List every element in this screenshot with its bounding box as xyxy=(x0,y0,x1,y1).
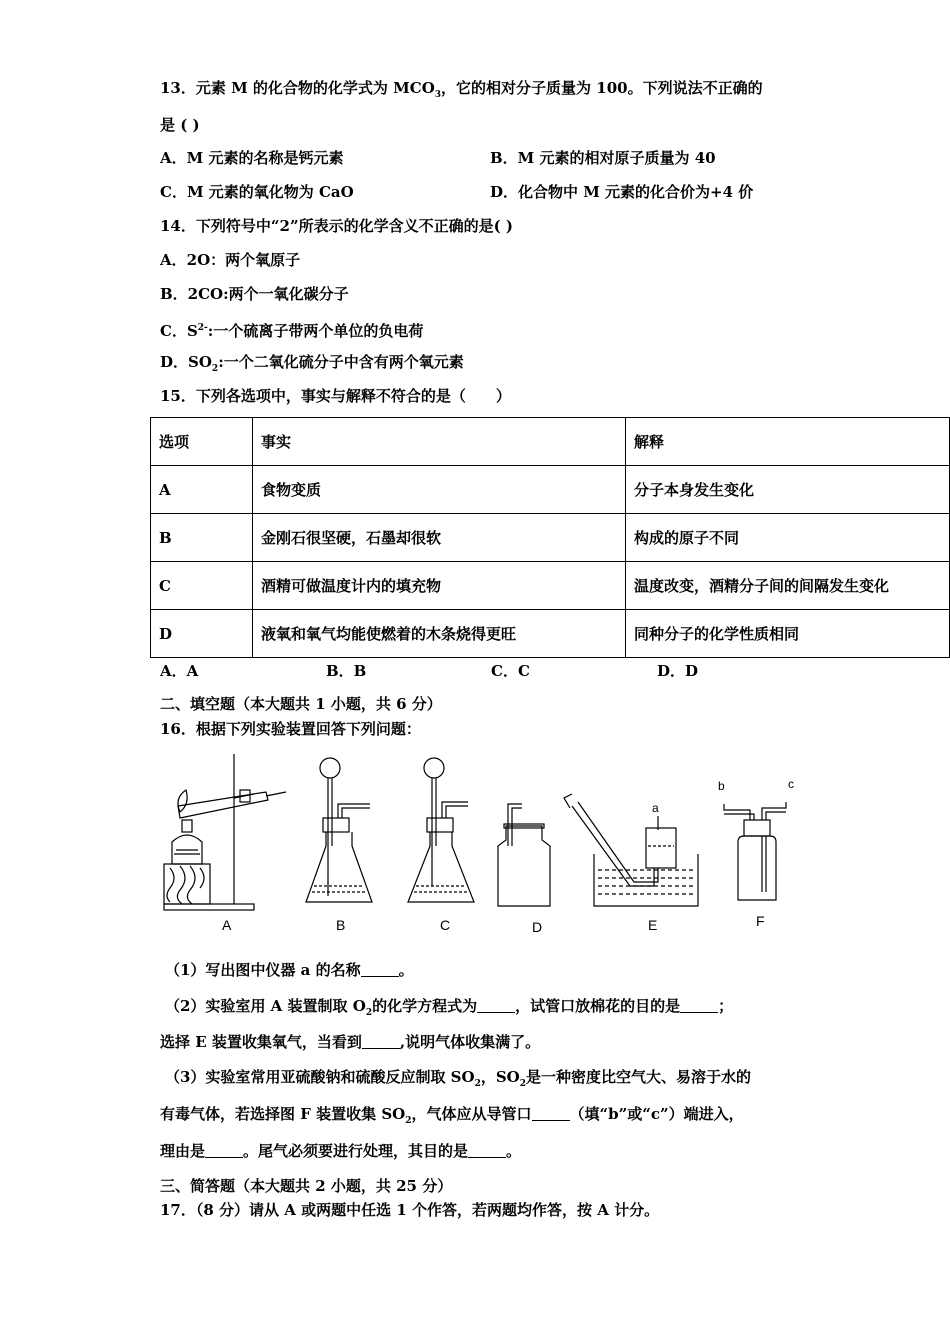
q16-part1: （1）写出图中仪器 a 的名称 。 xyxy=(165,961,414,979)
q15-answer-a: A．A xyxy=(160,662,199,680)
q16-stem: 16．根据下列实验装置回答下列问题： xyxy=(160,720,421,738)
q13-option-d: D．化合物中 M 元素的化合价为+4 价 xyxy=(490,183,754,201)
figure-label-f: F xyxy=(756,913,765,929)
answer-blank xyxy=(468,1143,506,1158)
table-header-cell: 选项 xyxy=(151,418,253,466)
section3-heading: 三、简答题（本大题共 2 小题，共 25 分） xyxy=(160,1177,453,1195)
table-cell: 构成的原子不同 xyxy=(626,514,950,562)
apparatus-e xyxy=(564,794,698,906)
q13-stem-line2: 是 ( ) xyxy=(160,116,200,134)
apparatus-c xyxy=(408,758,474,902)
q15-stem: 15．下列各选项中，事实与解释不符合的是（ ） xyxy=(160,387,511,405)
q16-part2-line2: 选择 E 装置收集氧气，当看到 ,说明气体收集满了。 xyxy=(160,1033,541,1051)
table-cell: 金刚石很坚硬，石墨却很软 xyxy=(253,514,626,562)
table-header-cell: 解释 xyxy=(626,418,950,466)
table-header-cell: 事实 xyxy=(253,418,626,466)
table-row xyxy=(151,610,950,658)
apparatus-b xyxy=(306,758,372,902)
table-cell: 分子本身发生变化 xyxy=(626,466,950,514)
q13-option-a: A．M 元素的名称是钙元素 xyxy=(160,149,344,167)
apparatus-a xyxy=(164,754,286,910)
answer-blank xyxy=(680,998,718,1013)
table-cell: 酒精可做温度计内的填充物 xyxy=(253,562,626,610)
table-cell: 液氧和氧气均能使燃着的木条烧得更旺 xyxy=(253,610,626,658)
table-cell: B xyxy=(151,514,253,562)
table-row xyxy=(151,514,950,562)
table-cell: 同种分子的化学性质相同 xyxy=(626,610,950,658)
q17-stem: 17．（8 分）请从 A 或两题中任选 1 个作答，若两题均作答，按 A 计分。 xyxy=(160,1201,660,1219)
q15-answer-b: B．B xyxy=(326,662,367,680)
q15-table xyxy=(150,417,950,658)
q14-option-d: D．$SO_2$:一个二氧化硫分子中含有两个氧元素 xyxy=(160,353,464,374)
answer-blank xyxy=(205,1143,243,1158)
q14-option-b: B．2CO:两个一氧化碳分子 xyxy=(160,285,349,303)
q15-answer-d: D．D xyxy=(657,662,699,680)
section2-heading: 二、填空题（本大题共 1 小题，共 6 分） xyxy=(160,695,442,713)
table-header-row xyxy=(151,418,950,466)
q14-option-a: A．2O：两个氧原子 xyxy=(160,251,301,269)
q13-option-c: C．M 元素的氧化物为 CaO xyxy=(160,183,354,201)
figure-label-c: C xyxy=(440,917,451,933)
q13-option-b: B．M 元素的相对原子质量为 40 xyxy=(490,149,716,167)
answer-blank xyxy=(362,1034,400,1049)
answer-blank xyxy=(361,962,399,977)
answer-blank xyxy=(532,1106,570,1121)
table-cell: C xyxy=(151,562,253,610)
apparatus-d xyxy=(498,804,550,906)
figure-label-d: D xyxy=(532,919,543,935)
q15-answer-c: C．C xyxy=(491,662,530,680)
tube-label-b: b xyxy=(718,779,725,793)
instrument-label-a: a xyxy=(652,801,659,815)
q16-part3: （3）实验室常用亚硫酸钠和硫酸反应制取 $SO_2$，$SO_2$是一种密度比空气大、易溶于水的 xyxy=(165,1068,752,1089)
q16-part3-line3: 理由是 。尾气必须要进行处理，其目的是 。 xyxy=(160,1142,522,1160)
table-cell: 食物变质 xyxy=(253,466,626,514)
answer-blank xyxy=(477,998,515,1013)
table-cell: D xyxy=(151,610,253,658)
apparatus-f xyxy=(724,802,786,900)
q16-part3-line2: 有毒气体，若选择图 F 装置收集 $SO_2$，气体应从导管口 （填“b”或“c”）端进入， xyxy=(160,1105,744,1126)
table-row xyxy=(151,562,950,610)
table-row xyxy=(151,466,950,514)
tube-label-c: c xyxy=(788,777,794,791)
figure-label-e: E xyxy=(648,917,658,933)
apparatus-figure xyxy=(158,746,808,936)
figure-label-b: B xyxy=(336,917,346,933)
table-cell: 温度改变，酒精分子间的间隔发生变化 xyxy=(626,562,950,610)
q14-option-c: C．$S^{2-}$:一个硫离子带两个单位的负电荷 xyxy=(160,322,424,340)
q14-stem: 14．下列符号中“2”所表示的化学含义不正确的是( ) xyxy=(160,217,513,235)
figure-label-a: A xyxy=(222,917,232,933)
q13-stem-line1: 13．元素 M 的化合物的化学式为 $MCO_3$，它的相对分子质量为 100。下列说法不正确的 xyxy=(160,79,763,100)
q16-part2: （2）实验室用 A 装置制取 $O_2$的化学方程式为 ，试管口放棉花的目的是 ； xyxy=(165,997,734,1018)
table-cell: A xyxy=(151,466,253,514)
